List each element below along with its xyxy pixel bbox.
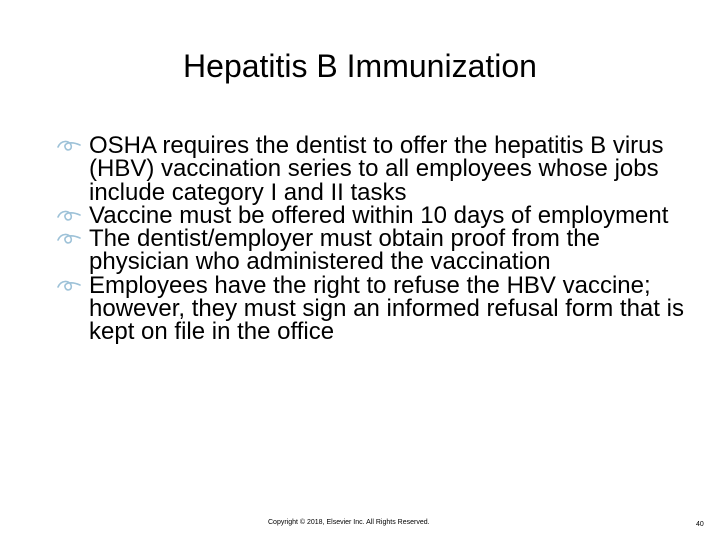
bullet-text: Vaccine must be offered within 10 days of employment bbox=[89, 201, 669, 229]
bullet-text: The dentist/employer must obtain proof from the physician who administered the vaccination bbox=[89, 225, 600, 276]
bullet-text: Employees have the right to refuse the HBV vaccine; however, they must sign an informed refusal form that is kept on file in the office bbox=[89, 271, 684, 346]
bullet-list bbox=[56, 134, 696, 344]
swirl-bullet-icon bbox=[56, 279, 82, 293]
footer-copyright: Copyright © 2018, Elsevier Inc. All Rights Reserved. bbox=[268, 519, 430, 526]
slide-title: Hepatitis B Immunization bbox=[183, 48, 537, 84]
bullet-text: OSHA requires the dentist to offer the hepatitis B virus (HBV) vaccination series to all employees whose jobs include category I and II tasks bbox=[89, 132, 664, 206]
bullet-item-1 bbox=[56, 134, 696, 204]
swirl-bullet-icon bbox=[56, 209, 82, 223]
bullet-item-4 bbox=[56, 271, 696, 346]
swirl-bullet-icon bbox=[56, 232, 82, 246]
page-number: 40 bbox=[696, 521, 704, 528]
bullet-item-2 bbox=[56, 201, 696, 229]
swirl-bullet-icon bbox=[56, 139, 82, 153]
bullet-item-3 bbox=[56, 227, 696, 274]
